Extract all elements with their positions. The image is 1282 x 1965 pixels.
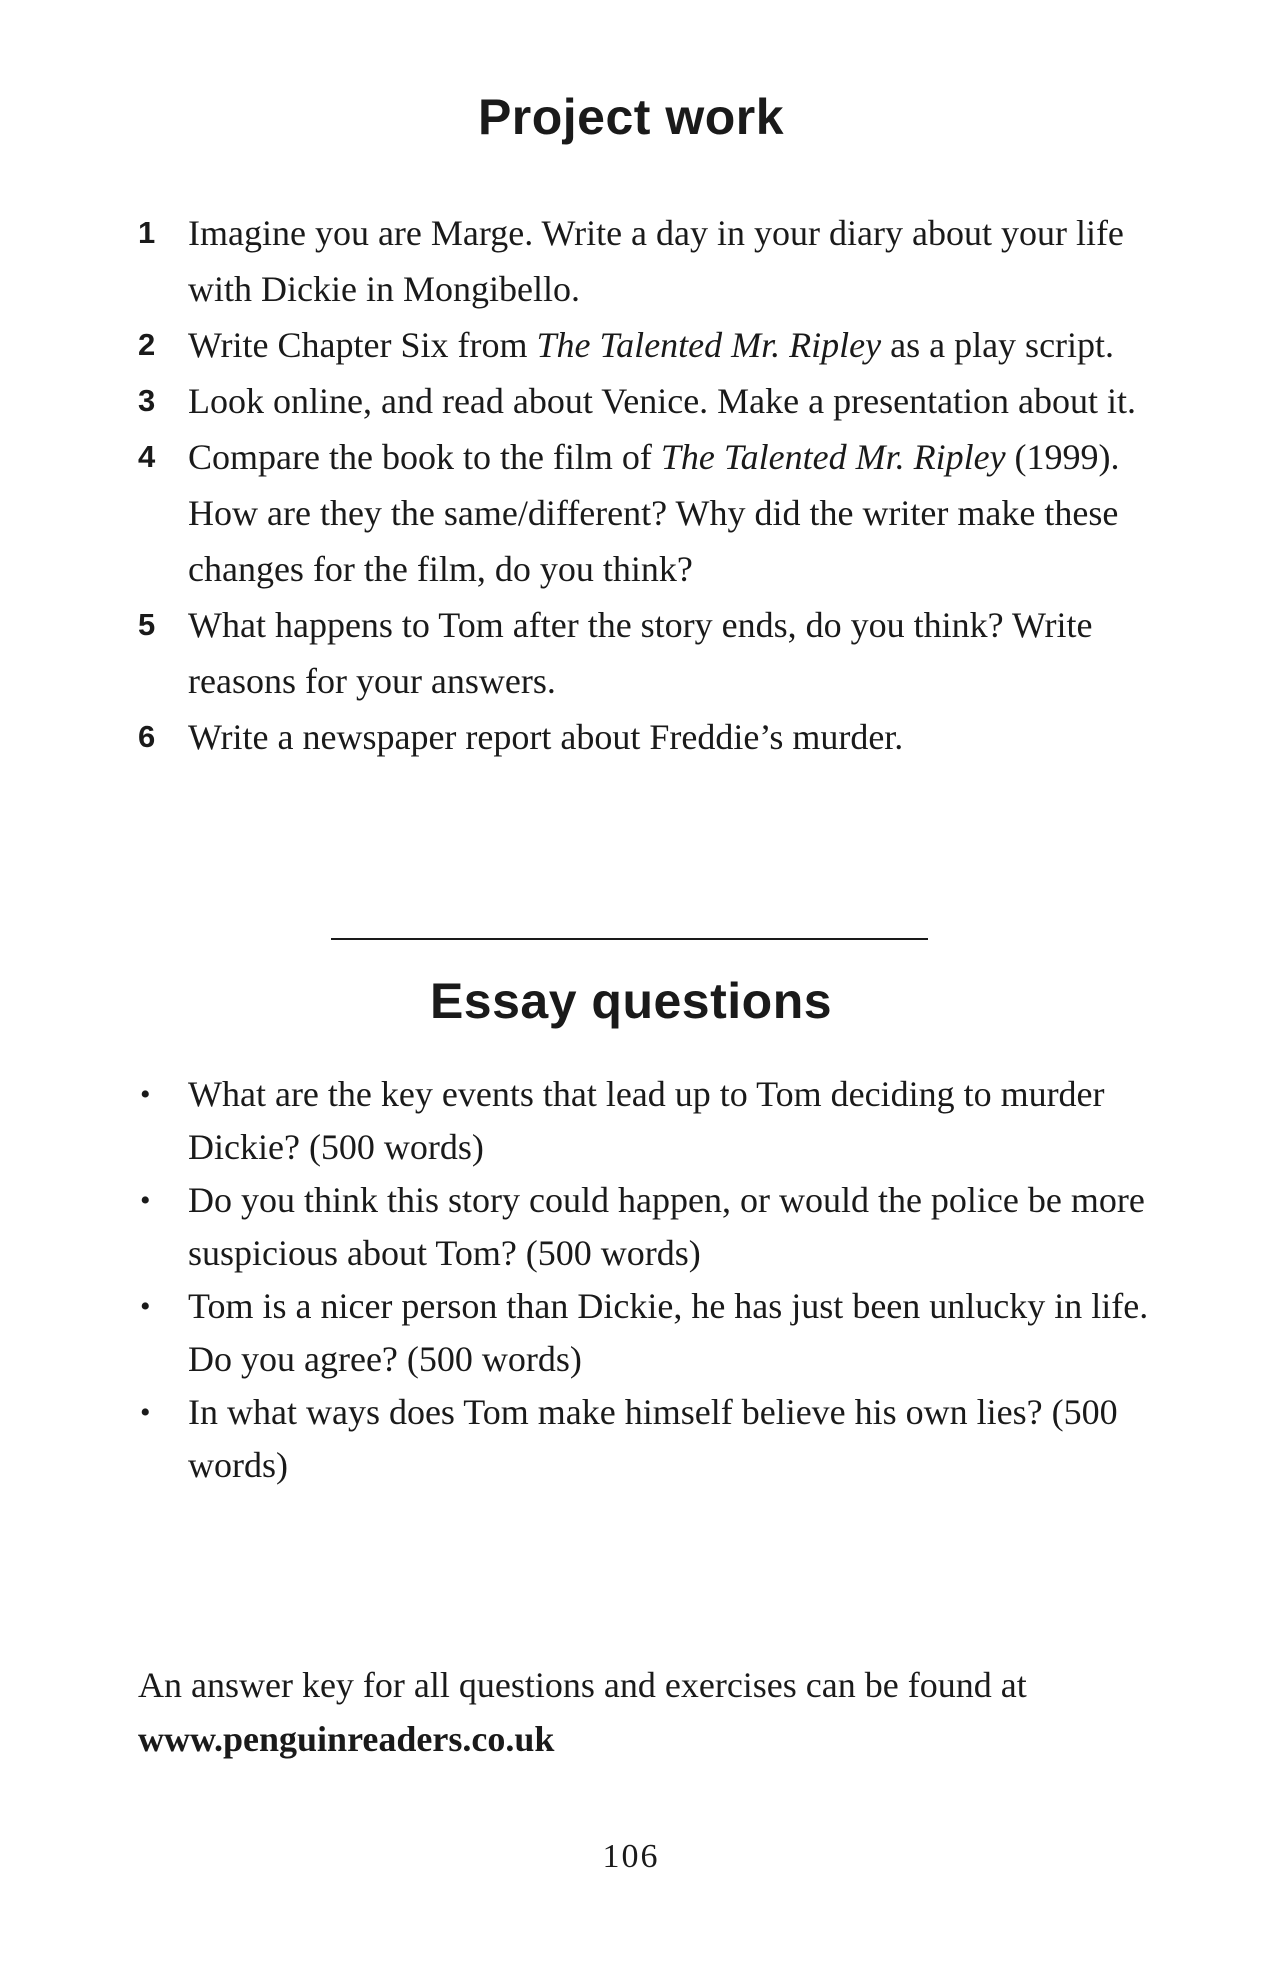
item-text: In what ways does Tom make himself believe his own lies? (500 words) — [188, 1392, 1118, 1485]
project-work-list — [138, 205, 1178, 765]
item-number: 5 — [138, 607, 156, 642]
bullet-icon: • — [140, 1078, 151, 1111]
item-text: Write Chapter Six from — [188, 325, 537, 365]
essay-item-3 — [138, 1280, 1178, 1386]
page-number: 106 — [602, 1838, 660, 1875]
answer-key-note — [138, 1658, 1178, 1766]
item-number: 1 — [138, 215, 156, 250]
project-item-1 — [138, 205, 1178, 317]
item-number: 6 — [138, 719, 156, 754]
essay-questions-heading: Essay questions — [429, 973, 833, 1029]
essay-item-4 — [138, 1386, 1178, 1492]
project-item-4 — [138, 429, 1178, 597]
item-text: What happens to Tom after the story ends, do you think? Write reasons for your answers. — [188, 605, 1093, 701]
bullet-icon: • — [140, 1290, 151, 1323]
item-text: Look online, and read about Venice. Make a presentation about it. — [188, 381, 1137, 421]
item-text: Tom is a nicer person than Dickie, he has just been unlucky in life. Do you agree? (500 words) — [188, 1286, 1149, 1379]
essay-item-1 — [138, 1068, 1178, 1174]
essay-questions-list — [138, 1068, 1178, 1492]
bullet-icon: • — [140, 1396, 151, 1429]
project-item-5 — [138, 597, 1178, 709]
essay-item-2 — [138, 1174, 1178, 1280]
bullet-icon: • — [140, 1184, 151, 1217]
section-divider — [331, 938, 928, 940]
book-title: The Talented Mr. Ripley — [536, 325, 882, 365]
item-number: 2 — [138, 327, 156, 362]
item-text: What are the key events that lead up to Tom deciding to murder Dickie? (500 words) — [188, 1074, 1105, 1167]
item-text: Write a newspaper report about Freddie’s murder. — [188, 717, 904, 757]
project-item-2 — [138, 317, 1178, 373]
item-text: as a play script. — [881, 325, 1115, 365]
item-text: Imagine you are Marge. Write a day in your diary about your life with Dickie in Mongibello. — [188, 213, 1124, 309]
item-text: Compare the book to the film of — [188, 437, 661, 477]
item-text: Do you think this story could happen, or would the police be more suspicious about Tom? (500 words) — [188, 1180, 1145, 1273]
answer-key-text: An answer key for all questions and exercises can be found at — [138, 1665, 1027, 1705]
book-title: The Talented Mr. Ripley — [660, 437, 1006, 477]
project-item-6 — [138, 709, 1178, 765]
project-work-heading: Project work — [477, 89, 785, 145]
answer-key-url[interactable]: www.penguinreaders.co.uk — [138, 1719, 555, 1759]
item-number: 4 — [138, 439, 156, 474]
item-text: (1999). How are they the same/different? Why did the writer make these changes for the film, do you think? — [188, 437, 1120, 589]
project-item-3 — [138, 373, 1178, 429]
item-number: 3 — [138, 383, 156, 418]
